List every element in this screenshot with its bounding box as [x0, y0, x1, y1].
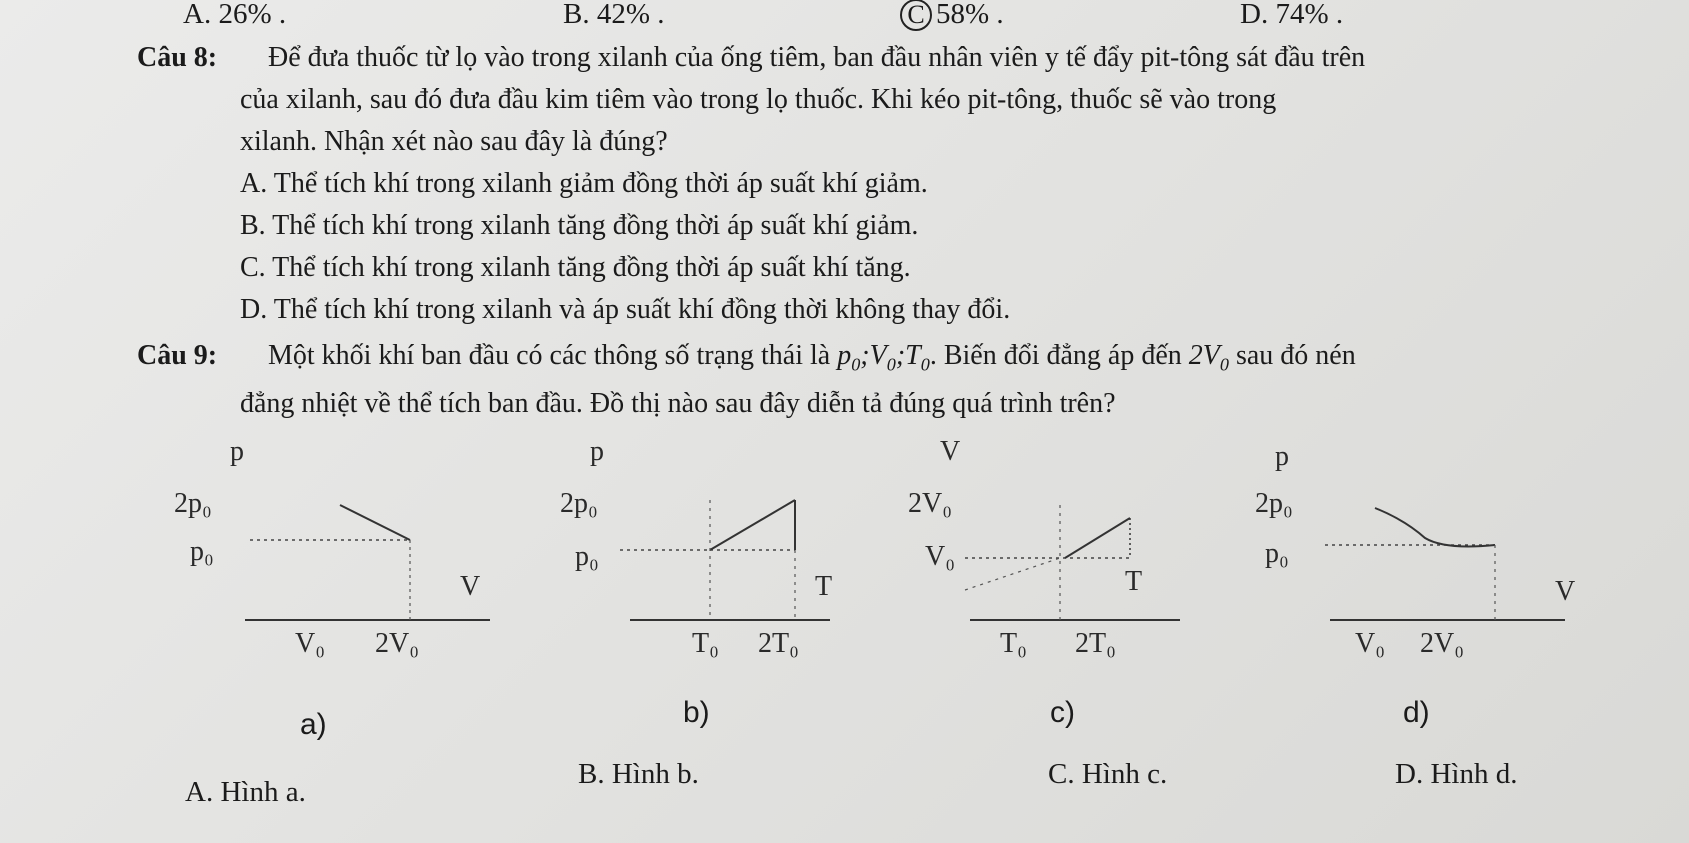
prev-option-d: D. 74% .	[1240, 0, 1344, 30]
q9-2v0-math: $2V_0$	[1188, 340, 1229, 375]
graph-d-x-tick-v0: V₀	[1355, 628, 1385, 659]
graph-a-x-tick-v0: V₀	[295, 628, 325, 659]
q8-option-c: C. Thể tích khí trong xilanh tăng đồng thời áp suất khí tăng.	[240, 252, 911, 283]
q9-answer-a: A. Hình a.	[185, 776, 306, 808]
graph-c	[900, 436, 1200, 659]
graph-b-x-tick-t0: T₀	[692, 628, 719, 659]
prev-option-b: B. 42% .	[563, 0, 665, 30]
q8-line2: của xilanh, sau đó đưa đầu kim tiêm vào trong lọ thuốc. Khi kéo pit-tông, thuốc sẽ vào trong	[240, 84, 1277, 115]
graph-d-y-tick-2p0: 2p₀	[1255, 488, 1293, 519]
graph-b	[560, 436, 850, 659]
q8-line1: Để đưa thuốc từ lọ vào trong xilanh của ống tiêm, ban đầu nhân viên y tế đẩy pit-tông sát đầu trên	[268, 42, 1366, 73]
q9-answer-b: B. Hình b.	[578, 758, 699, 790]
graph-b-x-tick-2t0: 2T₀	[758, 628, 799, 659]
prev-option-c	[900, 0, 1004, 31]
graph-d	[1255, 440, 1576, 659]
graph-d-y-tick-p0: p₀	[1265, 538, 1289, 569]
graph-d-y-axis: p	[1275, 441, 1289, 472]
q9-line2: đẳng nhiệt về thể tích ban đầu. Đồ thị nào sau đây diễn tả đúng quá trình trên?	[240, 388, 1116, 419]
graph-b-x-axis: T	[815, 571, 833, 602]
q9-state-math: $p_0;V_0;T_0$	[837, 340, 930, 375]
q9-label: Câu 9:	[137, 340, 218, 371]
graph-d-x-tick-2v0: 2V₀	[1420, 628, 1464, 659]
q8-option-a: A. Thể tích khí trong xilanh giảm đồng thời áp suất khí giảm.	[240, 168, 928, 199]
q8-line3: xilanh. Nhận xét nào sau đây là đúng?	[240, 126, 668, 157]
graph-c-x-tick-2t0: 2T₀	[1075, 628, 1116, 659]
q9-line1-a: Một khối khí ban đầu có các thông số trạng thái là	[268, 340, 831, 371]
graph-b-y-tick-p0: p₀	[575, 541, 599, 572]
q9-answer-d: D. Hình d.	[1395, 758, 1518, 790]
q8-option-d: D. Thể tích khí trong xilanh và áp suất khí đồng thời không thay đổi.	[240, 294, 1011, 325]
graph-b-y-tick-2p0: 2p₀	[560, 488, 598, 519]
graph-a	[170, 436, 490, 659]
q9-line1-b: . Biến đổi đẳng áp đến	[929, 340, 1182, 371]
graph-d-caption: d)	[1403, 696, 1430, 729]
prev-option-a: A. 26% .	[183, 0, 287, 30]
graph-b-y-axis: p	[590, 436, 604, 467]
q8-label: Câu 8:	[137, 42, 218, 73]
graph-d-x-axis: V	[1555, 576, 1576, 607]
graph-a-y-axis: p	[230, 436, 244, 467]
graph-a-x-tick-2v0: 2V₀	[375, 628, 419, 659]
graph-c-y-axis: V	[940, 436, 961, 467]
graph-a-y-tick-2p0: 2p₀	[174, 488, 212, 519]
graph-c-x-tick-t0: T₀	[1000, 628, 1027, 659]
prev-option-c-value: 58% .	[936, 0, 1004, 30]
graph-a-caption: a)	[300, 708, 327, 741]
q9-line1	[268, 336, 1356, 385]
graph-b-caption: b)	[683, 696, 710, 729]
graph-c-y-tick-v0: V₀	[925, 541, 955, 572]
q8-option-b: B. Thể tích khí trong xilanh tăng đồng thời áp suất khí giảm.	[240, 210, 919, 241]
graph-c-caption: c)	[1050, 696, 1075, 729]
q9-answer-c: C. Hình c.	[1048, 758, 1168, 790]
graph-c-y-tick-2v0: 2V₀	[908, 488, 952, 519]
graph-c-x-axis: T	[1125, 566, 1143, 597]
q9-line1-c: sau đó nén	[1235, 340, 1356, 371]
graph-a-x-axis: V	[460, 571, 481, 602]
circled-letter-c: C	[900, 0, 932, 31]
graph-a-y-tick-p0: p₀	[190, 536, 214, 567]
